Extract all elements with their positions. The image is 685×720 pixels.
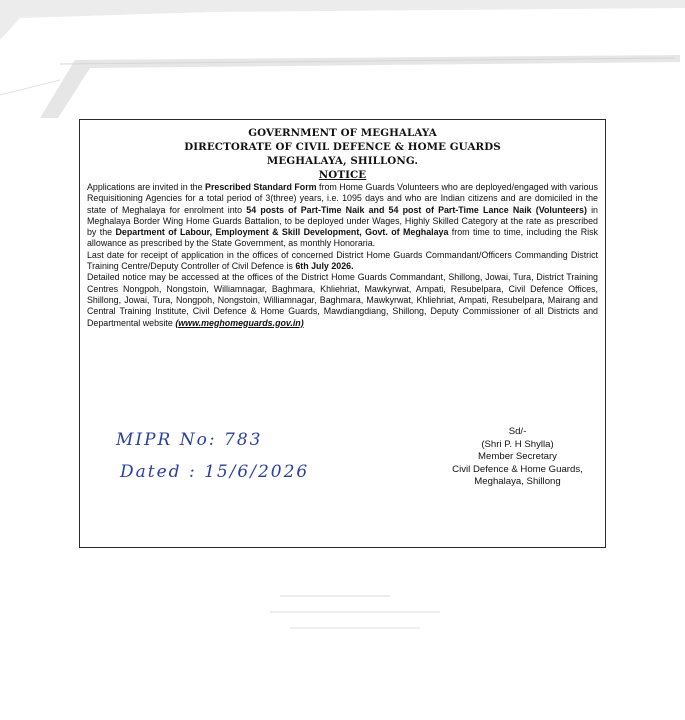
header-directorate: DIRECTORATE OF CIVIL DEFENCE & HOME GUARDS [184,141,501,153]
signatory-title: Member Secretary [478,451,557,463]
handwritten-date: Dated : 15/6/2026 [120,462,310,482]
paragraph-last-date: Last date for receipt of application in the offices of concerned District Home Guards Commandant/Officers Commanding District Training Centre/Deputy Controller of Civil Defence is 6th July 2026. [87,249,598,272]
signatory-name: (Shri P. H Shylla) [481,438,554,450]
handwritten-mipr-number: MIPR No: 783 [116,430,263,450]
paper-fold-decoration [0,0,685,120]
signature-block [430,426,605,489]
signature-sd: Sd/- [508,426,527,437]
signatory-organisation: Civil Defence & Home Guards, [452,463,583,475]
paragraph-invitation: Applications are invited in the Prescribed Standard Form from Home Guards Volunteers who are deployed/engaged with various Requisitioning Agencies for a total period of 3(three) years, i.e. 1095 days and who are Indian citizens and are domiciled in the state of Meghalaya for enrolment into 54 posts of Part-Time Naik and 54 post of Part-Time Lance Naik (Volunteers) in Meghalaya Border Wing Home Guards Battalion, to be deployed under Wages, Highly Skilled Category at the rate as prescribed by the Department of Labour, Employment & Skill Development, Govt. of Meghalaya from time to time, including the Risk allowance as prescribed by the State Government, as monthly Honoraria. [87,182,598,249]
header-location: MEGHALAYA, SHILLONG. [266,155,419,167]
header-government: GOVERNMENT OF MEGHALAYA [248,127,437,139]
bleed-through-decoration [270,590,450,640]
signatory-place: Meghalaya, Shillong [474,476,561,488]
notice-title: NOTICE [318,169,367,181]
website-link[interactable]: (www.meghomeguards.gov.in) [175,317,304,328]
paragraph-details: Detailed notice may be accessed at the offices of the District Home Guards Commandant, Shillong, Jowai, Tura, District Training Centres Nongpoh, Nongstoin, Williamnagar, Baghmara, Khliehriat, Mawkyrwat, Ampati, Resubelpara, Civil Defence Offices, Shillong, Jowai, Tura, Nongpoh, Nongstoin, Williamnagar, Baghmara, Mawkyrwat, Khliehriat, Ampati, Resubelpara, Mairang and Central Training Institute, Civil Defence & Home Guards, Mawdiangdiang, Shillong, Deputy Commissioner of all Districts and Departmental website (www.meghomeguards.gov.in) [87,272,598,328]
